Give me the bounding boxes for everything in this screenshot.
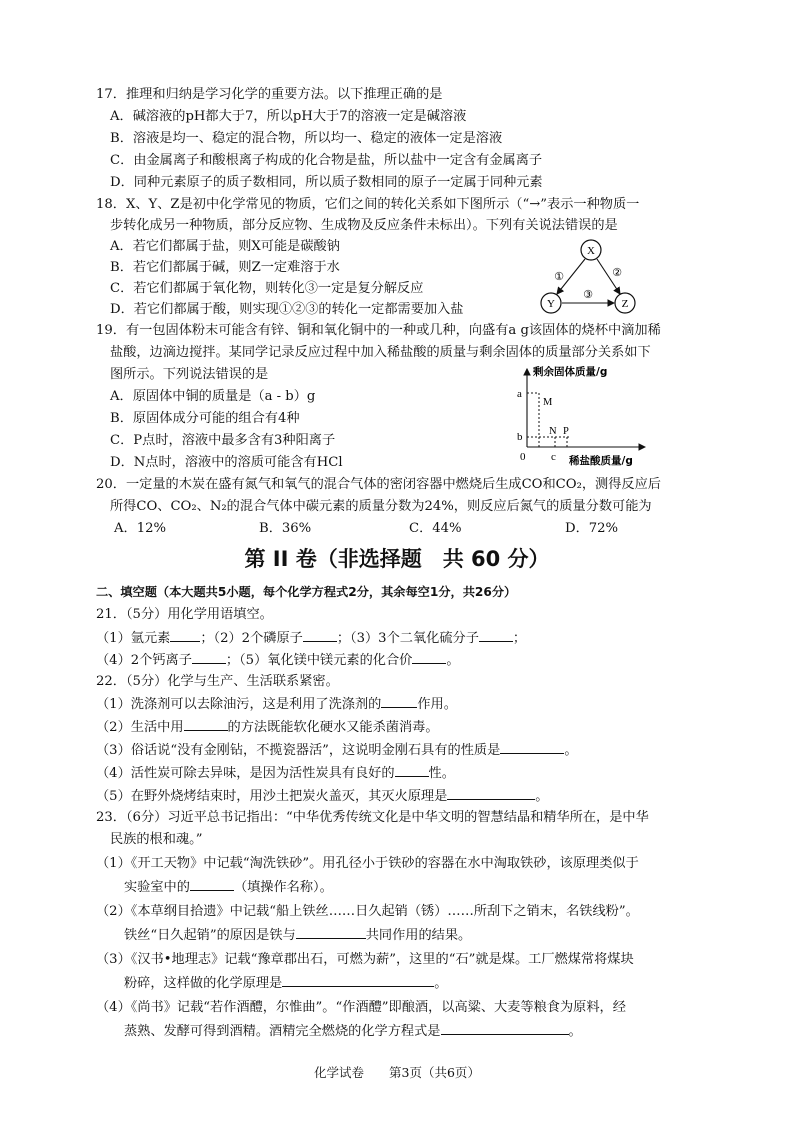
q20-line1: 20．一定量的木炭在盛有氮气和氧气的混合气体的密闭容器中燃烧后生成CO和CO₂，测得反应后 — [96, 477, 661, 492]
answer-blank[interactable] — [190, 877, 234, 891]
q23-item1-text: 实验室中的 — [124, 880, 190, 895]
section-heading: 二、填空题（本大题共5小题，每个化学方程式2分，其余每空1分，共26分） — [96, 585, 517, 599]
q21-item5-label: ；（5）氧化镁中镁元素的化合价 — [225, 653, 413, 668]
q19-option-d: D．N点时，溶液中的溶质可能含有HCl — [110, 455, 343, 470]
q23-item4-line1: （4）《尚书》记载“若作酒醴，尔惟曲”。“作酒醴”即酿酒，以高粱、大麦等粮食为原料，经 — [96, 1000, 626, 1015]
q23-item4-line2 — [124, 1021, 582, 1041]
q22-item1-end: 作用。 — [417, 697, 457, 712]
q20-option-a: A．12% — [114, 521, 167, 536]
tick-c: c — [551, 451, 556, 463]
point-p-label: P — [563, 426, 569, 437]
q22-item4 — [96, 763, 455, 783]
q22-item2-end: 的方法既能软化硬水又能杀菌消毒。 — [227, 720, 439, 735]
q21-line2 — [96, 650, 460, 670]
q22-item5-text: （5）在野外烧烤结束时，用沙土把炭火盖灭，其灭火原理是 — [96, 789, 448, 804]
q20-option-c: C．44% — [409, 521, 462, 536]
q21-stem: 21．（5分）用化学用语填空。 — [96, 607, 273, 622]
q19-stem-line3: 图所示。下列说法错误的是 — [110, 367, 269, 382]
q23-stem-line1: 23．（6分）习近平总书记指出：“中华优秀传统文化是中华文明的智慧结晶和精华所在，是中华 — [96, 810, 649, 825]
q21-item4-label: （4）2个钙离子 — [96, 653, 192, 668]
q18-option-a: A．若它们都属于盐，则X可能是碳酸钠 — [110, 239, 340, 254]
q23-item1-line2 — [124, 877, 333, 897]
q23-item2-text: 铁丝“日久起销”的原因是铁与 — [124, 928, 296, 943]
origin-label: 0 — [520, 451, 526, 463]
tick-a: a — [517, 388, 522, 400]
part-two-title: 第 II 卷（非选择题 共 60 分） — [244, 547, 550, 571]
q23-item1-end: （填操作名称）。 — [233, 880, 333, 895]
q21-item1-label: （1）氩元素 — [96, 631, 171, 646]
q22-item1-text: （1）洗涤剂可以去除油污，这是利用了洗涤剂的 — [96, 697, 382, 712]
q18-option-b: B．若它们都属于碱，则Z一定难溶于水 — [110, 260, 340, 275]
q19-option-a: A．原固体中铜的质量是（a - b）g — [110, 389, 316, 404]
arrow-label-3: ③ — [583, 288, 593, 301]
q23-item3-line2 — [124, 973, 447, 993]
solid-mass-graph — [505, 365, 655, 469]
q23-item2-line2 — [124, 925, 471, 945]
q21-line1 — [96, 628, 526, 648]
q19-option-b: B．原固体成分可能的组合有4种 — [110, 411, 300, 426]
answer-blank[interactable] — [412, 650, 446, 664]
q17-option-c: C．由金属离子和酸根离子构成的化合物是盐，所以盐中一定含有金属离子 — [110, 153, 543, 168]
q22-item1 — [96, 694, 457, 714]
q22-item2-text: （2）生活中用 — [96, 720, 184, 735]
label-x: X — [587, 245, 595, 257]
tick-b: b — [517, 431, 523, 443]
y-axis-label: 剩余固体质量/g — [533, 366, 608, 378]
q17-option-b: B．溶液是均一、稳定的混合物，所以均一、稳定的液体一定是溶液 — [110, 131, 503, 146]
xyz-conversion-diagram — [535, 236, 645, 318]
q23-item2-end: 共同作用的结果。 — [365, 928, 472, 943]
arrow-label-1: ① — [554, 270, 564, 283]
q22-stem: 22．（5分）化学与生产、生活联系紧密。 — [96, 674, 339, 689]
q21-item2-label: ；（2）2个磷原子 — [200, 631, 303, 646]
answer-blank[interactable] — [170, 628, 200, 642]
q18-stem-line1: 18．X、Y、Z是初中化学常见的物质，它们之间的转化关系如下图所示（“→”表示一种物质一 — [96, 197, 640, 212]
q20-line2: 所得CO、CO₂、N₂的混合气体中碳元素的质量分数为24%，则反应后氮气的质量分数可能为 — [110, 499, 652, 514]
page-footer: 化学试卷 第3页（共6页） — [314, 1065, 480, 1080]
answer-blank[interactable] — [447, 786, 535, 800]
answer-blank[interactable] — [192, 650, 226, 664]
q23-item1-line1: （1）《开工天物》中记载“淘洗铁砂”。用孔径小于铁砂的容器在水中淘取铁砂，该原理类似于 — [96, 856, 639, 871]
answer-blank[interactable] — [184, 717, 228, 731]
q22-item2 — [96, 717, 439, 737]
q23-item2-line1: （2）《本草纲目拾遗》中记载“船上铁丝……日久起销（锈）……所刮下之销末，名铁线粉”。 — [96, 904, 639, 919]
q19-stem-line2: 盐酸，边滴边搅拌。某同学记录反应过程中加入稀盐酸的质量与剩余固体的质量部分关系如下 — [110, 345, 651, 360]
answer-blank[interactable] — [282, 973, 434, 987]
point-n-label: N — [549, 426, 557, 437]
q23-item4-text: 蒸熟、发酵可得到酒精。酒精完全燃烧的化学方程式是 — [124, 1024, 441, 1039]
answer-blank[interactable] — [500, 740, 564, 754]
q22-item3-text: （3）俗话说“没有金刚钻，不揽瓷器活”，这说明金刚石具有的性质是 — [96, 743, 501, 758]
q19-option-c: C．P点时，溶液中最多含有3种阳离子 — [110, 433, 336, 448]
q18-stem-line2: 步转化成另一种物质，部分反应物、生成物及反应条件未标出）。下列有关说法错误的是 — [110, 218, 618, 233]
q23-item4-end: 。 — [568, 1024, 582, 1039]
q22-item5-end: 。 — [535, 789, 549, 804]
q23-item3-line1: （3）《汉书•地理志》记载“豫章郡出石，可燃为薪”，这里的“石”就是煤。工厂燃煤常将煤块 — [96, 952, 634, 967]
label-y: Y — [547, 298, 555, 310]
q20-option-b: B．36% — [259, 521, 312, 536]
q21-item3-label: ；（3）3个二氧化硫分子 — [336, 631, 479, 646]
answer-blank[interactable] — [395, 763, 429, 777]
q18-option-c: C．若它们都属于氧化物，则转化③一定是复分解反应 — [110, 281, 424, 296]
answer-blank[interactable] — [479, 628, 513, 642]
q21-item5-end: 。 — [446, 653, 460, 668]
q17-stem: 17．推理和归纳是学习化学的重要方法。以下推理正确的是 — [96, 87, 443, 102]
arrow-label-2: ② — [612, 266, 622, 279]
q22-item5 — [96, 786, 548, 806]
x-axis-label: 稀盐酸质量/g — [569, 455, 633, 467]
q22-item4-end: 性。 — [428, 766, 455, 781]
q23-item3-end: 。 — [434, 976, 448, 991]
answer-blank[interactable] — [303, 628, 337, 642]
q22-item4-text: （4）活性炭可除去异味，是因为活性炭具有良好的 — [96, 766, 395, 781]
label-z: Z — [621, 298, 629, 310]
q17-option-d: D．同种元素原子的质子数相同，所以质子数相同的原子一定属于同种元素 — [110, 175, 543, 190]
point-m-label: M — [543, 397, 553, 408]
q18-option-d: D．若它们都属于酸，则实现①②③的转化一定都需要加入盐 — [110, 302, 464, 317]
q20-option-d: D．72% — [565, 521, 619, 536]
answer-blank[interactable] — [381, 694, 417, 708]
q22-item3 — [96, 740, 578, 760]
q17-option-a: A．碱溶液的pH都大于7，所以pH大于7的溶液一定是碱溶液 — [110, 109, 467, 124]
q22-item3-end: 。 — [564, 743, 578, 758]
q23-item3-text: 粉碎，这样做的化学原理是 — [124, 976, 283, 991]
answer-blank[interactable] — [441, 1021, 569, 1035]
answer-blank[interactable] — [296, 925, 366, 939]
q21-item3-end: ； — [512, 631, 527, 646]
q19-stem-line1: 19．有一包固体粉末可能含有锌、铜和氧化铜中的一种或几种，向盛有a g该固体的烧杯中滴加稀 — [96, 323, 661, 338]
q23-stem-line2: 民族的根和魂。” — [110, 832, 203, 847]
